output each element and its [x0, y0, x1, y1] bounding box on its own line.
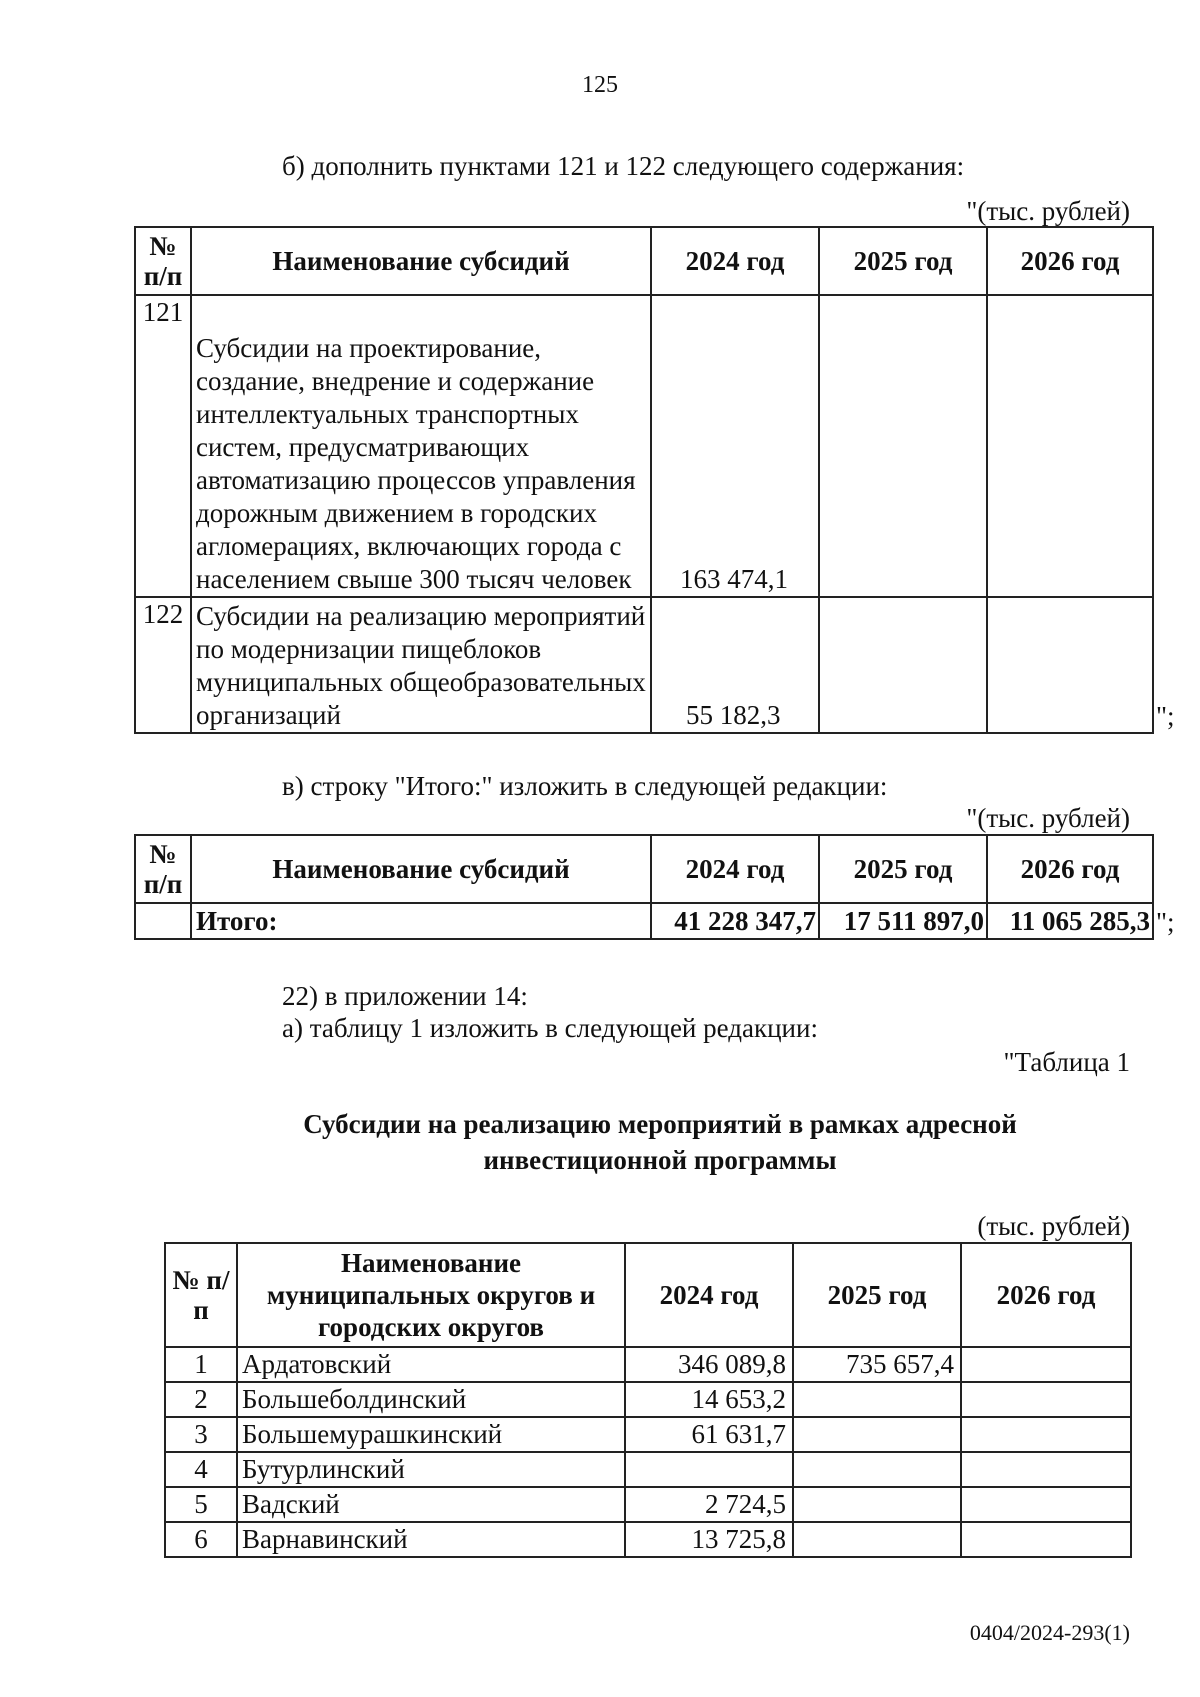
- table-row: [165, 1522, 1131, 1557]
- row-index: 2: [165, 1382, 237, 1417]
- subsidy-table: [164, 1242, 1132, 1558]
- row-2025: 735 657,4: [793, 1347, 961, 1382]
- header-number: № п/п: [135, 835, 191, 903]
- row-index: 5: [165, 1487, 237, 1522]
- row-index: 3: [165, 1417, 237, 1452]
- header-2024: 2024 год: [651, 835, 819, 903]
- row-district: Большеболдинский: [237, 1382, 625, 1417]
- row-district: Варнавинский: [237, 1522, 625, 1557]
- header-2026: 2026 год: [987, 835, 1153, 903]
- table-row: [135, 597, 1153, 733]
- header-number: № п/п: [135, 227, 191, 295]
- row-district: Большемурашкинский: [237, 1417, 625, 1452]
- total-row: [135, 903, 1153, 939]
- header-2026: 2026 год: [987, 227, 1153, 295]
- table-title-line2: инвестиционной программы: [483, 1145, 837, 1175]
- total-2026: 11 065 285,3: [987, 903, 1153, 939]
- row-2024: 55 182,3: [651, 597, 819, 733]
- row-2026: [961, 1417, 1131, 1452]
- row-district: Бутурлинский: [237, 1452, 625, 1487]
- section-b-intro: б) дополнить пунктами 121 и 122 следующего содержания:: [282, 151, 965, 181]
- document-code: 0404/2024-293(1): [969, 1620, 1130, 1645]
- section-c-intro: в) строку "Итого:" изложить в следующей редакции:: [282, 771, 888, 801]
- table-row: [165, 1452, 1131, 1487]
- row-index: 122: [135, 597, 191, 733]
- table-label: "Таблица 1: [1003, 1047, 1130, 1077]
- section-b-table: [134, 226, 1154, 734]
- row-index: 6: [165, 1522, 237, 1557]
- header-2024: 2024 год: [651, 227, 819, 295]
- row-2024: 163 474,1: [651, 295, 819, 597]
- row-2024: [625, 1452, 793, 1487]
- row-2024: 61 631,7: [625, 1417, 793, 1452]
- row-2024: 14 653,2: [625, 1382, 793, 1417]
- table1-unit: (тыс. рублей): [977, 1211, 1130, 1241]
- row-2026: [987, 295, 1153, 597]
- row-district: Вадский: [237, 1487, 625, 1522]
- header-name: Наименование субсидий: [191, 835, 651, 903]
- section-b-closing: ";: [1156, 701, 1175, 731]
- row-2025: [793, 1382, 961, 1417]
- total-index: [135, 903, 191, 939]
- header-2025: 2025 год: [819, 227, 987, 295]
- section-c-closing: ";: [1156, 907, 1175, 937]
- section-b-header-row: [135, 227, 1153, 295]
- section-c-table: [134, 834, 1154, 940]
- row-2026: [961, 1452, 1131, 1487]
- total-2025: 17 511 897,0: [819, 903, 987, 939]
- row-name: Субсидии на проектирование, создание, внедрение и содержание интеллектуальных транспортных систем, предусматривающих автоматизацию процессов управления дорожным движением в городских агломерациях, включающих города с населением свыше 300 тысяч человек: [191, 295, 651, 597]
- row-2025: [793, 1417, 961, 1452]
- page-number: 125: [582, 72, 618, 98]
- row-2024: 2 724,5: [625, 1487, 793, 1522]
- row-district: Ардатовский: [237, 1347, 625, 1382]
- row-2024: 346 089,8: [625, 1347, 793, 1382]
- header-2026: 2026 год: [961, 1243, 1131, 1347]
- row-2025: [793, 1487, 961, 1522]
- item22-line1: 22) в приложении 14:: [282, 981, 528, 1011]
- subsidy-header-row: [165, 1243, 1131, 1347]
- header-number: № п/п: [165, 1243, 237, 1347]
- row-2025: [793, 1522, 961, 1557]
- row-index: 1: [165, 1347, 237, 1382]
- row-2025: [819, 597, 987, 733]
- header-2024: 2024 год: [625, 1243, 793, 1347]
- header-district: Наименование муниципальных округов и городских округов: [237, 1243, 625, 1347]
- row-2024: 13 725,8: [625, 1522, 793, 1557]
- item22-line2: а) таблицу 1 изложить в следующей редакции:: [282, 1013, 818, 1043]
- row-2026: [987, 597, 1153, 733]
- row-2026: [961, 1382, 1131, 1417]
- section-c-unit: "(тыс. рублей): [966, 803, 1130, 833]
- table-row: [165, 1347, 1131, 1382]
- table-row: [135, 295, 1153, 597]
- row-2025: [819, 295, 987, 597]
- row-2026: [961, 1522, 1131, 1557]
- table-row: [165, 1487, 1131, 1522]
- header-name: Наименование субсидий: [191, 227, 651, 295]
- header-2025: 2025 год: [819, 835, 987, 903]
- row-index: 4: [165, 1452, 237, 1487]
- row-name: Субсидии на реализацию мероприятий по модернизации пищеблоков муниципальных общеобразовательных организаций: [191, 597, 651, 733]
- row-2025: [793, 1452, 961, 1487]
- section-b-unit: "(тыс. рублей): [966, 196, 1130, 226]
- table-row: [165, 1417, 1131, 1452]
- table-title-line1: Субсидии на реализацию мероприятий в рамках адресной: [303, 1109, 1017, 1139]
- total-label: Итого:: [191, 903, 651, 939]
- total-2024: 41 228 347,7: [651, 903, 819, 939]
- row-2026: [961, 1347, 1131, 1382]
- section-c-header-row: [135, 835, 1153, 903]
- table-row: [165, 1382, 1131, 1417]
- header-2025: 2025 год: [793, 1243, 961, 1347]
- row-2026: [961, 1487, 1131, 1522]
- row-index: 121: [135, 295, 191, 597]
